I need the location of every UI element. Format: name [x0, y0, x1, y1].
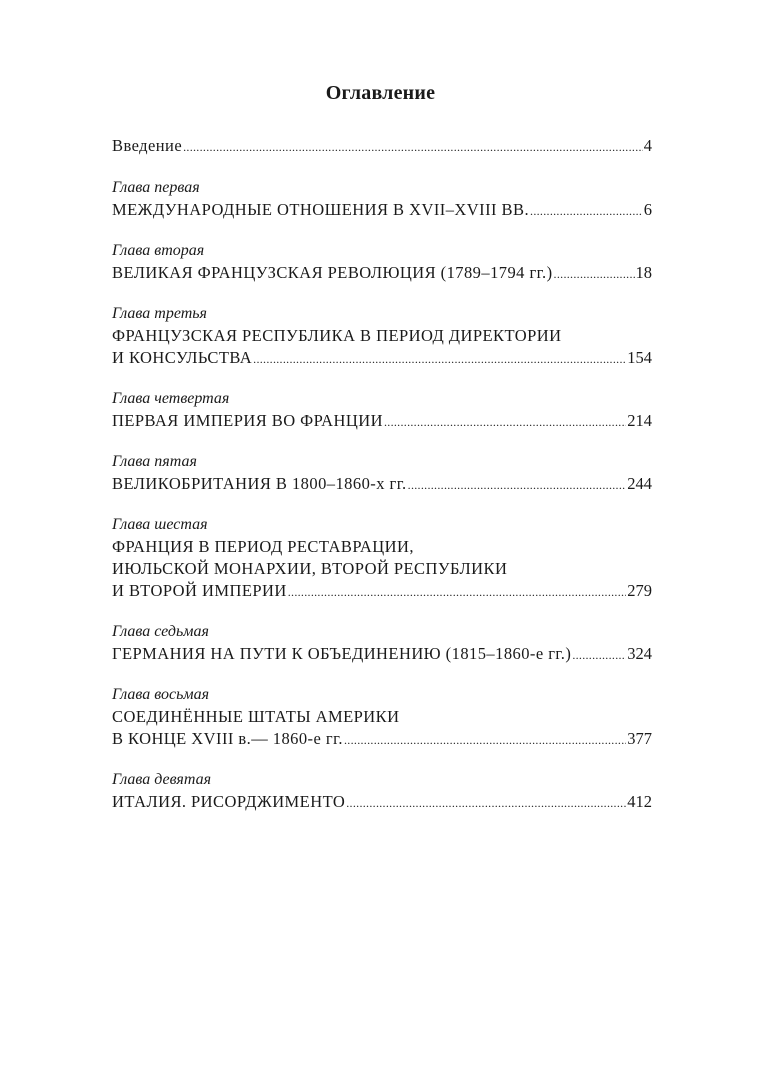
toc-entry[interactable]: [112, 728, 652, 750]
toc-entry[interactable]: [112, 410, 652, 432]
chapter-label: Глава седьмая: [112, 623, 209, 640]
toc-entry-line: ФРАНЦИЯ В ПЕРИОД РЕСТАВРАЦИИ,: [112, 537, 414, 556]
toc-chapter: [112, 621, 652, 665]
toc-entry-text: ГЕРМАНИЯ НА ПУТИ К ОБЪЕДИНЕНИЮ (1815–1860-е гг.): [112, 644, 572, 663]
toc-page-number: 6: [643, 200, 652, 219]
dot-leader: [572, 643, 626, 666]
toc-chapter: [112, 514, 652, 602]
chapter-label: Глава первая: [112, 179, 200, 196]
chapter-label: Глава вторая: [112, 242, 205, 259]
toc-entry-text: В КОНЦЕ XVIII в.— 1860-е гг.: [112, 729, 343, 748]
toc-entry-text: И КОНСУЛЬСТВА: [112, 348, 253, 367]
dot-leader: [253, 347, 626, 370]
toc-page-number: 412: [627, 792, 652, 811]
toc-entry-line: ФРАНЦУЗСКАЯ РЕСПУБЛИКА В ПЕРИОД ДИРЕКТОРИИ: [112, 326, 562, 345]
toc-page-number: 377: [627, 729, 652, 748]
dot-leader: [288, 580, 627, 603]
toc-entry-text: МЕЖДУНАРОДНЫЕ ОТНОШЕНИЯ В XVII–XVIII ВВ.: [112, 200, 530, 219]
toc-page-number: 214: [627, 411, 652, 430]
chapter-label: Глава пятая: [112, 453, 197, 470]
dot-leader: [384, 410, 626, 433]
toc-page-number: 18: [635, 263, 652, 282]
toc-chapter: [112, 388, 652, 432]
toc-page-number: 244: [627, 474, 652, 493]
dot-leader: [408, 473, 627, 496]
chapter-label: Глава восьмая: [112, 686, 210, 703]
page-title: Оглавление: [325, 82, 436, 104]
toc-chapter: [112, 451, 652, 495]
toc-chapter: [112, 684, 652, 750]
toc-entry[interactable]: [112, 643, 652, 665]
dot-leader: [346, 791, 626, 814]
toc-entry[interactable]: [112, 262, 652, 284]
dot-leader: [554, 262, 635, 285]
toc-page-number: 324: [627, 644, 652, 663]
toc-entry[interactable]: [112, 473, 652, 495]
toc-chapter: [112, 177, 652, 221]
chapter-label: Глава четвертая: [112, 390, 230, 407]
toc-entry-text: Введение: [112, 136, 183, 155]
toc-entry-text: ПЕРВАЯ ИМПЕРИЯ ВО ФРАНЦИИ: [112, 411, 383, 430]
toc-entry-introduction[interactable]: [112, 135, 652, 157]
chapter-label: Глава третья: [112, 305, 207, 322]
toc-entry[interactable]: [112, 347, 652, 369]
toc-entry[interactable]: [112, 199, 652, 221]
toc-page-number: 279: [627, 581, 652, 600]
toc-entry-line: ИЮЛЬСКОЙ МОНАРХИИ, ВТОРОЙ РЕСПУБЛИКИ: [112, 559, 508, 578]
toc-entry-text: ИТАЛИЯ. РИСОРДЖИМЕНТО: [112, 792, 346, 811]
dot-leader: [344, 728, 626, 751]
toc-entry-text: ВЕЛИКОБРИТАНИЯ В 1800–1860-х гг.: [112, 474, 407, 493]
chapter-label: Глава девятая: [112, 771, 212, 788]
toc-page-number: 154: [627, 348, 652, 367]
toc-entry-line: СОЕДИНЁННЫЕ ШТАТЫ АМЕРИКИ: [112, 707, 400, 726]
dot-leader: [530, 199, 643, 222]
toc-entry[interactable]: [112, 580, 652, 602]
toc-entry[interactable]: [112, 791, 652, 813]
chapter-label: Глава шестая: [112, 516, 208, 533]
dot-leader: [183, 135, 643, 158]
toc-chapter: [112, 769, 652, 813]
toc-chapter: [112, 240, 652, 284]
toc-entry-text: ВЕЛИКАЯ ФРАНЦУЗСКАЯ РЕВОЛЮЦИЯ (1789–1794 гг.): [112, 263, 553, 282]
toc-entry-text: И ВТОРОЙ ИМПЕРИИ: [112, 581, 287, 600]
table-of-contents: [112, 135, 652, 832]
toc-chapter: [112, 303, 652, 369]
toc-page-number: 4: [643, 136, 652, 155]
